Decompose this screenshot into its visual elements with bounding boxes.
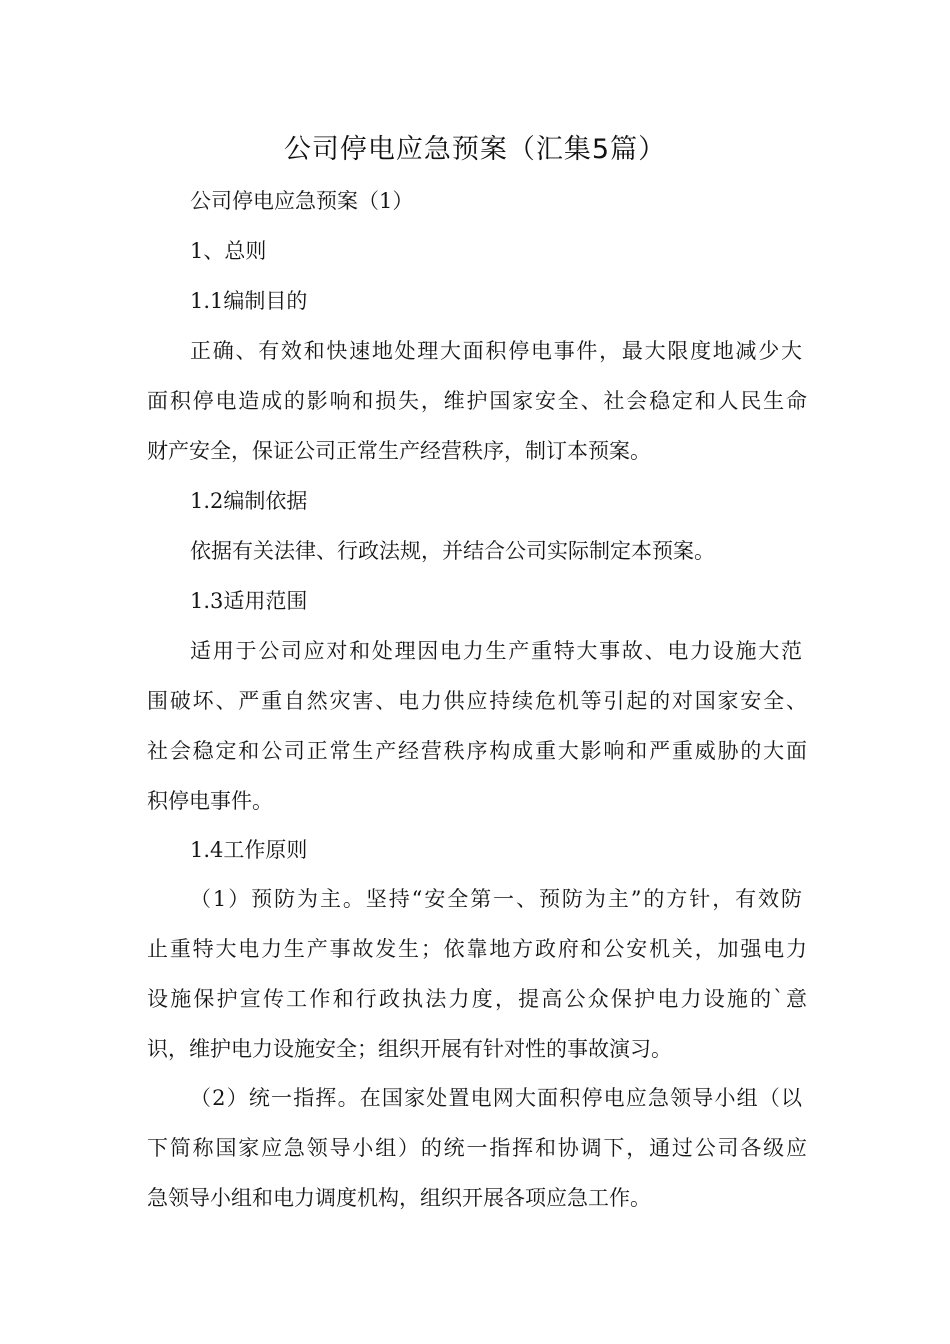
basis-line-1: 依据有关法律、行政法规，并结合公司实际制定本预案。: [190, 539, 715, 563]
principle-1-line-2: 止重特大电力生产事故发生；依靠地方政府和公安机关，加强电力: [147, 937, 807, 961]
principle-1-line-4: 识，维护电力设施安全；组织开展有针对性的事故演习。: [147, 1037, 672, 1061]
scope-line-4: 积停电事件。: [147, 789, 273, 813]
principle-1-line-1: （1）预防为主。坚持“安全第一、预防为主”的方针，有效防: [190, 887, 802, 911]
section-heading-general: 1、总则: [190, 239, 267, 263]
principle-2-line-1: （2）统一指挥。在国家处置电网大面积停电应急领导小组（以: [190, 1086, 802, 1110]
document-title: 公司停电应急预案（汇集5篇）: [283, 134, 667, 165]
scope-line-2: 围破坏、严重自然灾害、电力供应持续危机等引起的对国家安全、: [147, 689, 807, 713]
scope-line-3: 社会稳定和公司正常生产经营秩序构成重大影响和严重威胁的大面: [147, 739, 807, 763]
plan-subtitle: 公司停电应急预案（1）: [190, 189, 414, 213]
principle-1-line-3: 设施保护宣传工作和行政执法力度，提高公众保护电力设施的`意: [147, 987, 807, 1011]
principle-2-line-2: 下简称国家应急领导小组）的统一指挥和协调下，通过公司各级应: [147, 1136, 807, 1160]
section-heading-principles: 1.4工作原则: [190, 838, 308, 862]
scope-line-1: 适用于公司应对和处理因电力生产重特大事故、电力设施大范: [190, 639, 802, 663]
purpose-line-3: 财产安全，保证公司正常生产经营秩序，制订本预案。: [147, 439, 651, 463]
section-heading-basis: 1.2编制依据: [190, 489, 308, 513]
purpose-line-1: 正确、有效和快速地处理大面积停电事件，最大限度地减少大: [190, 339, 802, 363]
purpose-line-2: 面积停电造成的影响和损失，维护国家安全、社会稳定和人民生命: [147, 389, 807, 413]
principle-2-line-3: 急领导小组和电力调度机构，组织开展各项应急工作。: [147, 1186, 651, 1210]
section-heading-scope: 1.3适用范围: [190, 589, 308, 613]
section-heading-purpose: 1.1编制目的: [190, 289, 308, 313]
